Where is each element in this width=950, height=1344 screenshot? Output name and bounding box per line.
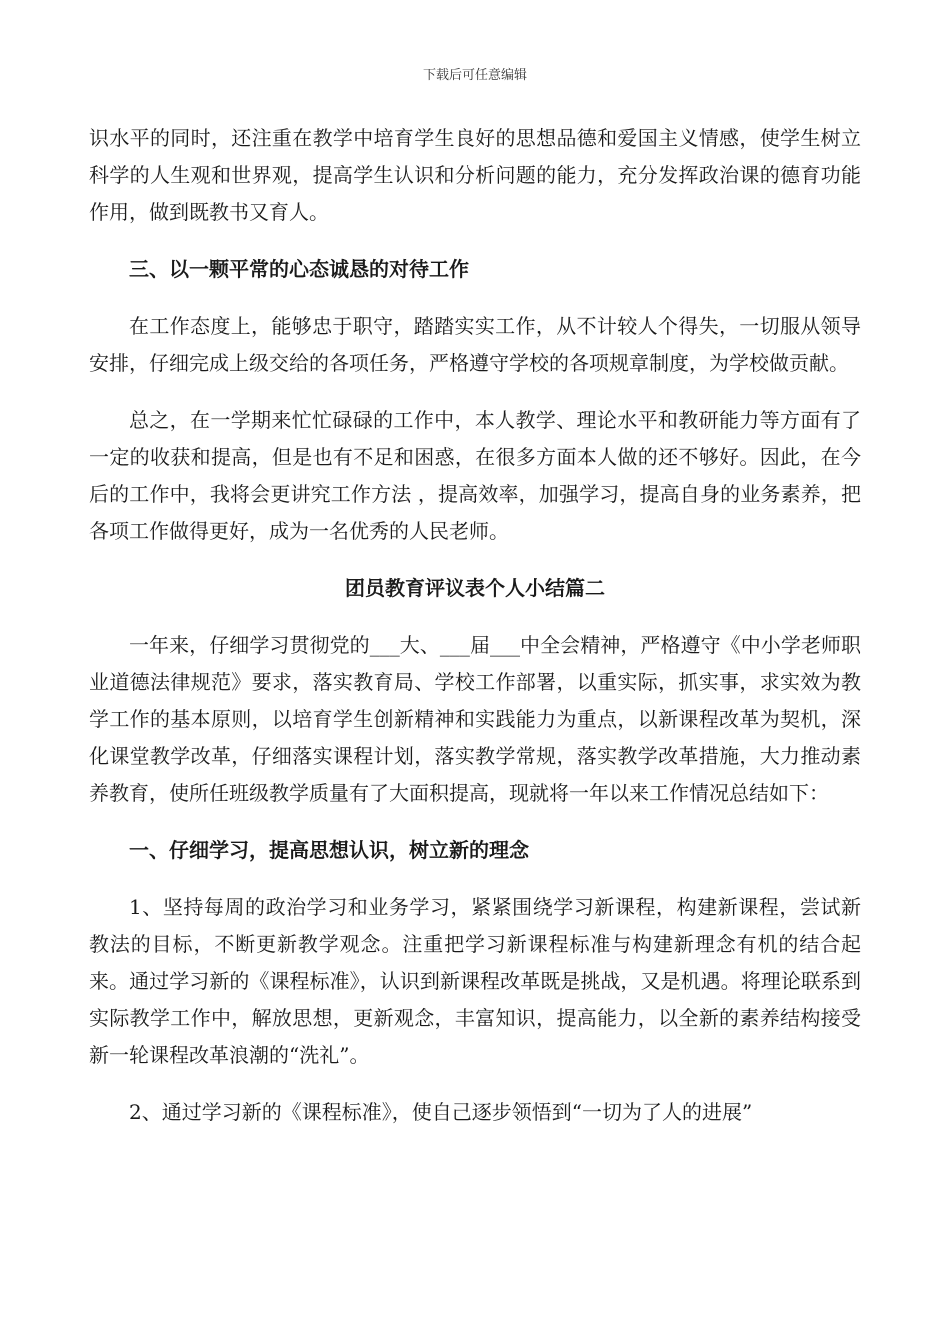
paragraph-3: 总之，在一学期来忙忙碌碌的工作中，本人教学、理论水平和教研能力等方面有了一定的收获和提高，但是也有不足和困惑，在很多方面本人做的还不够好。因此，在今后的工作中，我将会更讲究工作方法 ，提高效率，加强学习，提高自身的业务素养，把各项工作做得更好，成为一名优秀的人民老师。 <box>89 408 861 543</box>
page-header-note: 下载后可任意编辑 <box>422 68 527 83</box>
paragraph-2: 在工作态度上，能够忠于职守，踏踏实实工作，从不计较人个得失，一切服从领导安排，仔细完成上级交给的各项任务，严格遵守学校的各项规章制度，为学校做贡献。 <box>89 314 861 375</box>
paragraph-5: 1、坚持每周的政治学习和业务学习，紧紧围绕学习新课程，构建新课程，尝试新教法的目标，不断更新教学观念。注重把学习新课程标准与构建新理念有机的结合起来。通过学习新的《课程标准》，认识到新课程改革既是挑战，又是机遇。将理论联系到实际教学工作中，解放思想，更新观念，丰富知识，提高能力，以全新的素养结构接受新一轮课程改革浪潮的“洗礼”。 <box>89 895 861 1067</box>
paragraph-6: 2、通过学习新的《课程标准》，使自己逐步领悟到“一切为了人的进展” <box>129 1100 753 1124</box>
document-body <box>89 120 861 1151</box>
section-heading-3: 三、以一颗平常的心态诚恳的对待工作 <box>129 257 469 281</box>
section-heading-1: 一、仔细学习，提高思想认识，树立新的理念 <box>129 838 529 862</box>
paragraph-1: 识水平的同时，还注重在教学中培育学生良好的思想品德和爱国主义情感，使学生树立科学的人生观和世界观，提高学生认识和分析问题的能力，充分发挥政治课的德育功能作用，做到既教书又育人。 <box>89 126 861 224</box>
paragraph-4: 一年来，仔细学习贯彻党的___大、___届___中全会精神，严格遵守《中小学老师职业道德法律规范》要求，落实教育局、学校工作部署，以重实际，抓实事，求实效为教学工作的基本原则，以培育学生创新精神和实践能力为重点，以新课程改革为契机，深化课堂教学改革，仔细落实课程计划，落实教学常规，落实教学改革措施，大力推动素养教育，使所任班级教学质量有了大面积提高，现就将一年以来工作情况总结如下： <box>89 633 861 805</box>
article-title: 团员教育评议表个人小结篇二 <box>345 576 605 600</box>
